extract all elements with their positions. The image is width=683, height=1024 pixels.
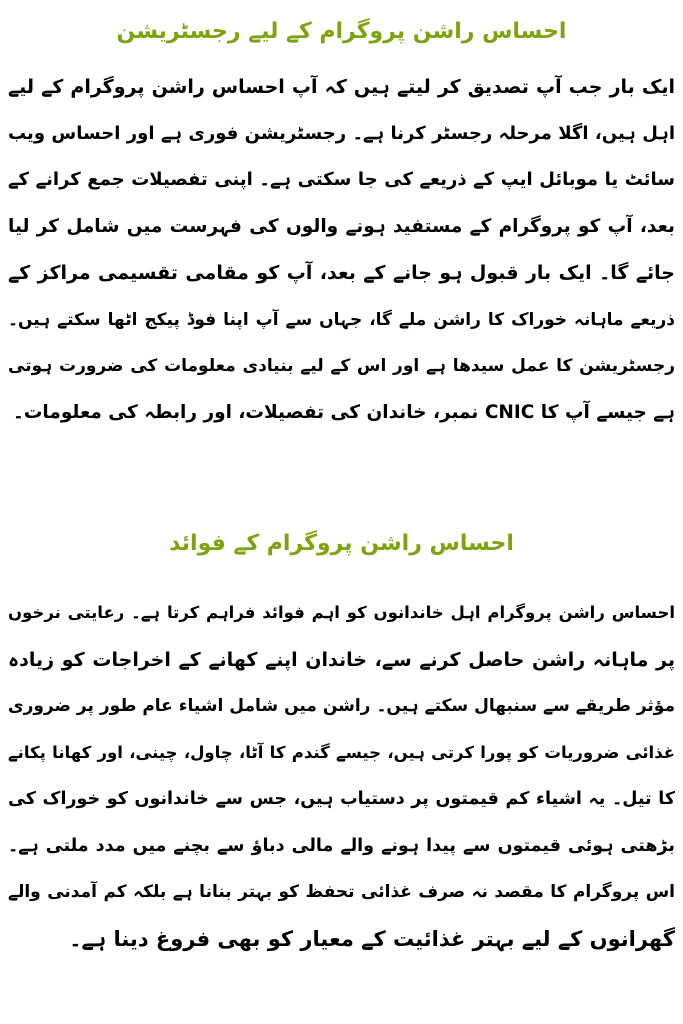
paragraph-line: بڑھتی ہوئی قیمتوں سے پیدا ہونے والے مالی دباؤ سے بچنے میں مدد ملتی ہے۔ [8, 835, 675, 856]
paragraph-line: مؤثر طریقے سے سنبھال سکتے ہیں۔ راشن میں شامل اشیاء عام طور پر ضروری [8, 696, 675, 716]
paragraph-line: غذائی ضروریات کو پورا کرتی ہیں، جیسے گندم کا آٹا، چاول، چینی، اور کھانا پکانے [8, 742, 675, 762]
paragraph-line: ذریعے ماہانہ خوراک کا راشن ملے گا، جہاں سے آپ اپنا فوڈ پیکج اٹھا سکتے ہیں۔ [8, 309, 675, 330]
paragraph-line: اہل ہیں، اگلا مرحلہ رجسٹر کرنا ہے۔ رجسٹریشن فوری ہے اور احساس ویب [8, 122, 675, 144]
paragraph-line: ہے جیسے آپ کا CNIC نمبر، خاندان کی تفصیلات، اور رابطہ کی معلومات۔ [12, 401, 675, 423]
paragraph-line: احساس راشن پروگرام اہل خاندانوں کو اہم فوائد فراہم کرتا ہے۔ رعایتی نرخوں [8, 603, 675, 622]
paragraph-line: اس پروگرام کا مقصد نہ صرف غذائی تحفظ کو بہتر بنانا ہے بلکہ کم آمدنی والے [8, 882, 675, 902]
paragraph-line: جائے گا۔ ایک بار قبول ہو جانے کے بعد، آپ کو مقامی تقسیمی مراکز کے [8, 262, 675, 284]
paragraph-line: گھرانوں کے لیے بہتر غذائیت کے معیار کو بھی فروغ دینا ہے۔ [69, 926, 675, 951]
paragraph-line: پر ماہانہ راشن حاصل کرنے سے، خاندان اپنے کھانے کے اخراجات کو زیادہ [8, 648, 675, 671]
paragraph-line: رجسٹریشن کا عمل سیدھا ہے اور اس کے لیے بنیادی معلومات کی ضرورت ہوتی [8, 356, 675, 376]
benefits-paragraph [8, 590, 675, 962]
paragraph-line: ایک بار جب آپ تصدیق کر لیتے ہیں کہ آپ احساس راشن پروگرام کے لیے [8, 76, 675, 98]
paragraph-line: بعد، آپ کو پروگرام کے مستفید ہونے والوں کی فہرست میں شامل کر لیا [8, 215, 675, 237]
registration-paragraph [8, 64, 675, 436]
registration-heading: احساس راشن پروگرام کے لیے رجسٹریشن [116, 19, 567, 44]
benefits-heading: احساس راشن پروگرام کے فوائد [169, 531, 514, 556]
paragraph-line: سائٹ یا موبائل ایپ کے ذریعے کی جا سکتی ہے۔ اپنی تفصیلات جمع کرانے کے [8, 169, 675, 190]
paragraph-line: کا تیل۔ یہ اشیاء کم قیمتوں پر دستیاب ہیں، جس سے خاندانوں کو خوراک کی [8, 789, 675, 809]
